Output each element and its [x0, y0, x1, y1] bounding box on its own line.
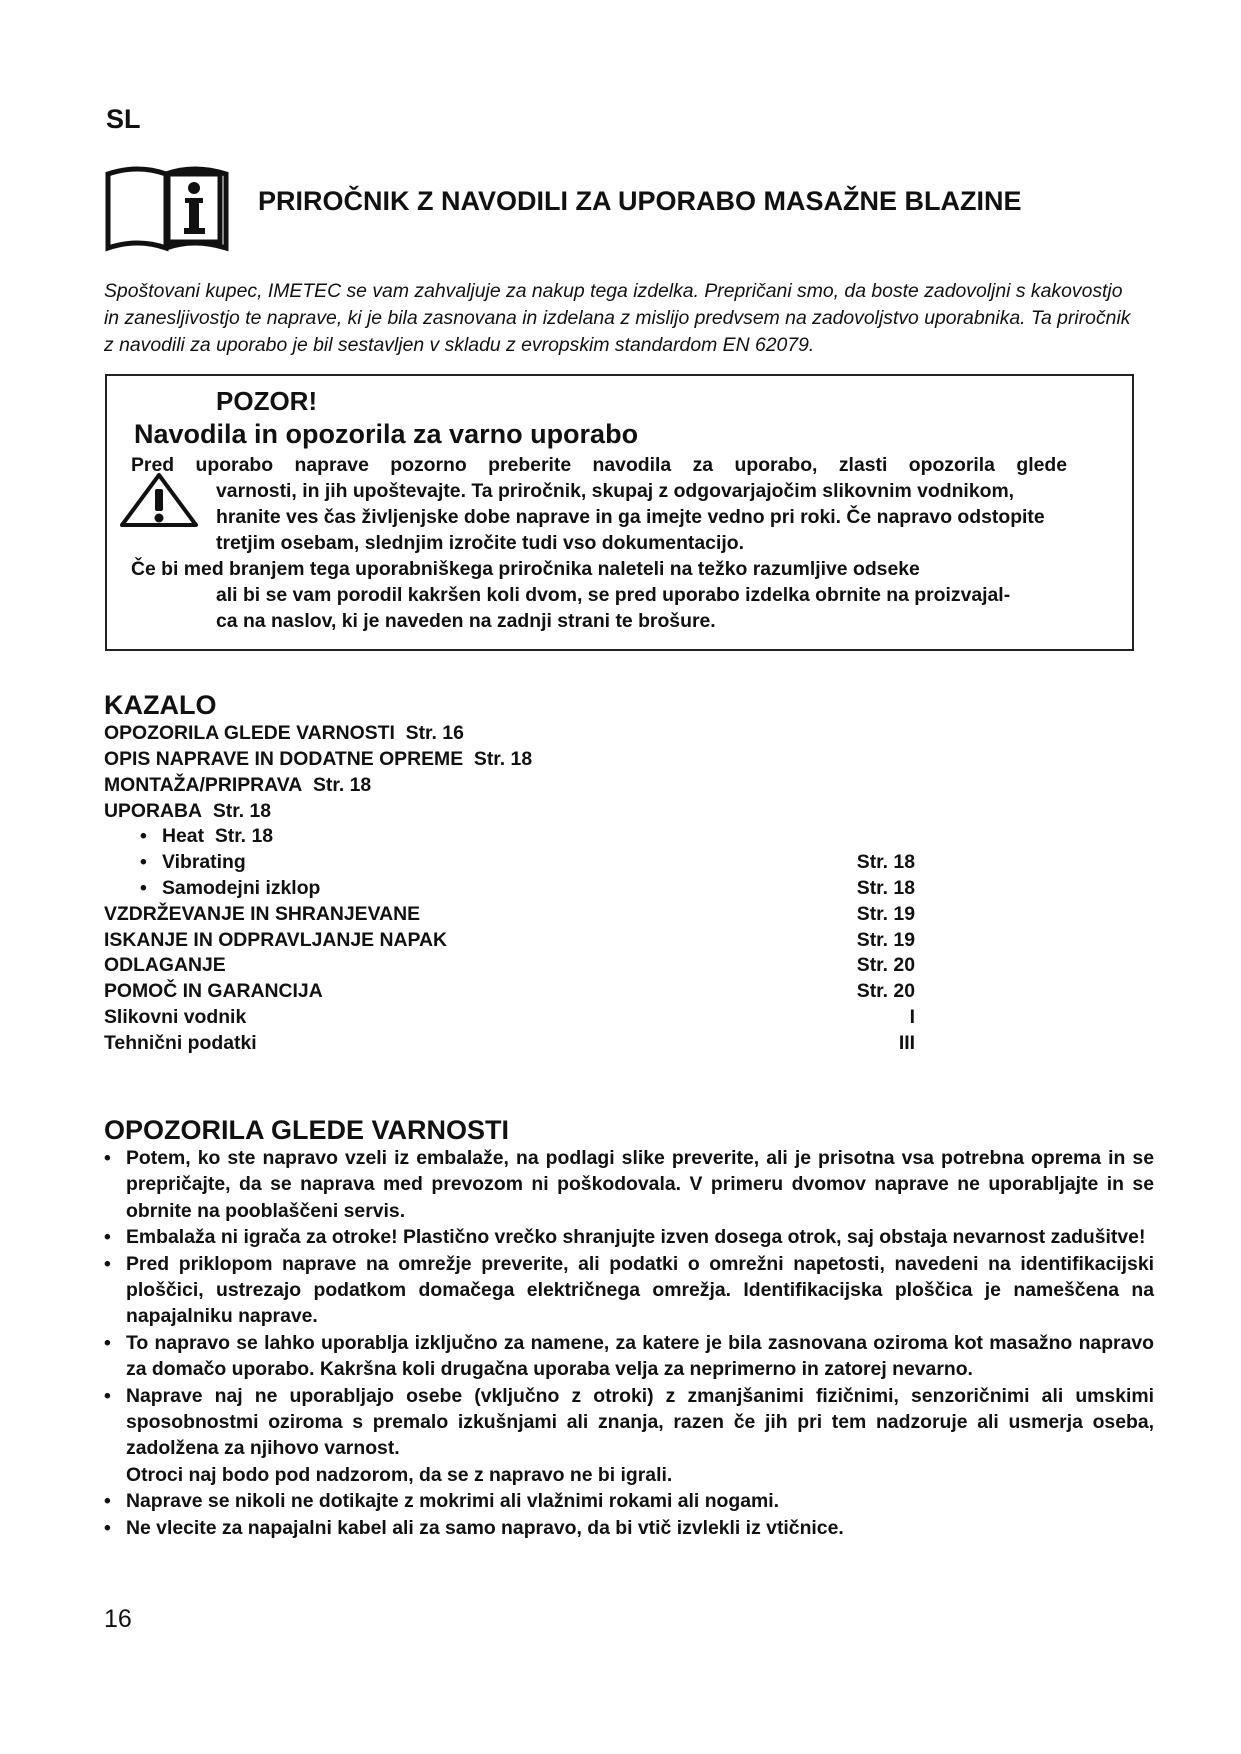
warning-text-line: varnosti, in jih upoštevajte. Ta priročnik, skupaj z odgovarjajočim slikovnim vodnikom, — [216, 480, 1015, 502]
safety-item: • Ne vlecite za napajalni kabel ali za samo napravo, da bi vtič izvlekli iz vtičnice. — [104, 1515, 1154, 1541]
toc-entry — [104, 798, 271, 824]
warning-text-line: ali bi se vam porodil kakršen koli dvom, se pred uporabo izdelka obrnite na proizvajal- — [216, 584, 1011, 606]
safety-item: • Naprave naj ne uporabljajo osebe (vključno z otroki) z zmanjšanimi fizičnimi, senzoričnimi ali umskimi sposobnostmi oziroma s premalo izkušnjami ali znanja, razen če jih pri tem nadzoruje ali usmerja oseba, zadolžena za njihovo varnost. — [104, 1383, 1154, 1462]
toc-entry-label: ISKANJE IN ODPRAVLJANJE NAPAK — [104, 929, 447, 951]
warning-text-line: Če bi med branjem tega uporabniškega priročnika naleteli na težko razumljive odseke — [131, 558, 920, 580]
toc-entry-label: Samodejni izklop — [162, 877, 321, 899]
toc-entry-label: Vibrating — [162, 851, 246, 873]
safety-item: • Pred priklopom naprave na omrežje preverite, ali podatki o omrežni napetosti, navedeni na identifikacijski ploščici, ustrezajo podatkom domačega električnega omrežja. Identifikacijska ploščica je nameščena na napajalniku naprave. — [104, 1251, 1154, 1330]
warning-text-line: Pred uporabo naprave pozorno preberite navodila za uporabo, zlasti opozorila glede — [131, 454, 1067, 476]
toc-entry-page: Str. 18 — [312, 774, 372, 796]
warning-text-line: ca na naslov, ki je naveden na zadnji strani te brošure. — [216, 610, 716, 632]
toc-entry — [104, 772, 371, 798]
toc-entry-page: Str. 18 — [214, 825, 274, 847]
toc-entry-label: MONTAŽA/PRIPRAVA — [104, 774, 303, 796]
toc-entry-label: UPORABA — [104, 800, 203, 822]
bullet: • — [140, 825, 147, 847]
bullet: • — [140, 851, 147, 873]
toc-subentry — [140, 849, 246, 875]
safety-section-title: OPOZORILA GLEDE VARNOSTI — [104, 1115, 510, 1145]
toc-entry-label: Tehnični podatki — [104, 1032, 257, 1054]
warning-triangle-icon — [118, 472, 200, 528]
toc-subentry — [140, 875, 320, 901]
toc-subentry — [140, 823, 273, 849]
toc-title: KAZALO — [104, 690, 217, 720]
toc-entry-page: Str. 16 — [405, 722, 464, 744]
manual-info-icon — [104, 160, 230, 252]
toc-entry-label: OPIS NAPRAVE IN DODATNE OPREME — [104, 748, 464, 770]
toc-entry-page: Str. 18 — [856, 851, 915, 873]
toc-entry-page: Str. 18 — [856, 877, 915, 899]
toc-entry-page: III — [898, 1032, 915, 1054]
page-number: 16 — [104, 1605, 132, 1633]
safety-item: • Potem, ko ste napravo vzeli iz embalaže, na podlagi slike preverite, ali je prisotna vsa potrebna oprema in se prepričajte, da se naprava med prevozom ni poškodovala. V primeru dvomov naprave ne uporabljajte in se obrnite na pooblaščeni servis. — [104, 1145, 1154, 1224]
toc-entry — [104, 720, 464, 746]
toc-entry-page: Str. 19 — [856, 929, 915, 951]
safety-item: • Naprave se nikoli ne dotikajte z mokrimi ali vlažnimi rokami ali nogami. — [104, 1488, 1154, 1514]
toc-entry-page: Str. 19 — [856, 903, 915, 925]
language-code: SL — [106, 104, 141, 134]
toc-entry-label: Heat — [162, 825, 205, 847]
toc-entry — [104, 746, 532, 772]
warning-text-line: hranite ves čas življenjske dobe naprave in ga imejte vedno pri roki. Če napravo odstopite — [216, 506, 1045, 528]
toc-entry-label: Slikovni vodnik — [104, 1006, 247, 1028]
document-title: PRIROČNIK Z NAVODILI ZA UPORABO MASAŽNE BLAZINE — [258, 186, 1022, 216]
toc-entry-label: VZDRŽEVANJE IN SHRANJEVANE — [104, 903, 421, 925]
toc-entry-label: ODLAGANJE — [104, 954, 226, 976]
toc-entry-label: OPOZORILA GLEDE VARNOSTI — [104, 722, 395, 744]
toc-entry-page: Str. 18 — [473, 748, 533, 770]
safety-item: • Embalaža ni igrača za otroke! Plastično vrečko shranjujte izven dosega otrok, saj obstaja nevarnost zadušitve! — [104, 1224, 1154, 1250]
bullet: • — [140, 877, 147, 899]
warning-heading: POZOR! — [216, 386, 318, 416]
toc-entry-page: Str. 20 — [856, 980, 915, 1002]
intro-paragraph: Spoštovani kupec, IMETEC se vam zahvaljuje za nakup tega izdelka. Prepričani smo, da boste zadovoljni s kakovostjo in zanesljivostjo te naprave, ki je bila zasnovana in izdelana z mislijo predvsem na zadovoljstvo uporabnika. Ta priročnik z navodili za uporabo je bil sestavljen v skladu z evropskim standardom EN 62079. — [104, 280, 1131, 356]
toc-entry-page: Str. 18 — [212, 800, 272, 822]
toc-entry-page: Str. 20 — [856, 954, 915, 976]
safety-item: • To napravo se lahko uporablja izključno za namene, za katere je bila zasnovana oziroma kot masažno napravo za domačo uporabo. Kakršna koli drugačna uporaba velja za neprimerno in zatorej nevarno. — [104, 1330, 1154, 1383]
toc-entry-label: POMOČ IN GARANCIJA — [104, 980, 323, 1002]
safety-warnings-list — [104, 1145, 1154, 1541]
safety-item: Otroci naj bodo pod nadzorom, da se z napravo ne bi igrali. — [126, 1463, 673, 1486]
toc-entry-page: I — [909, 1006, 915, 1028]
warning-subheading: Navodila in opozorila za varno uporabo — [134, 419, 639, 449]
warning-text-line: tretjim osebam, slednjim izročite tudi vso dokumentacijo. — [216, 532, 744, 554]
